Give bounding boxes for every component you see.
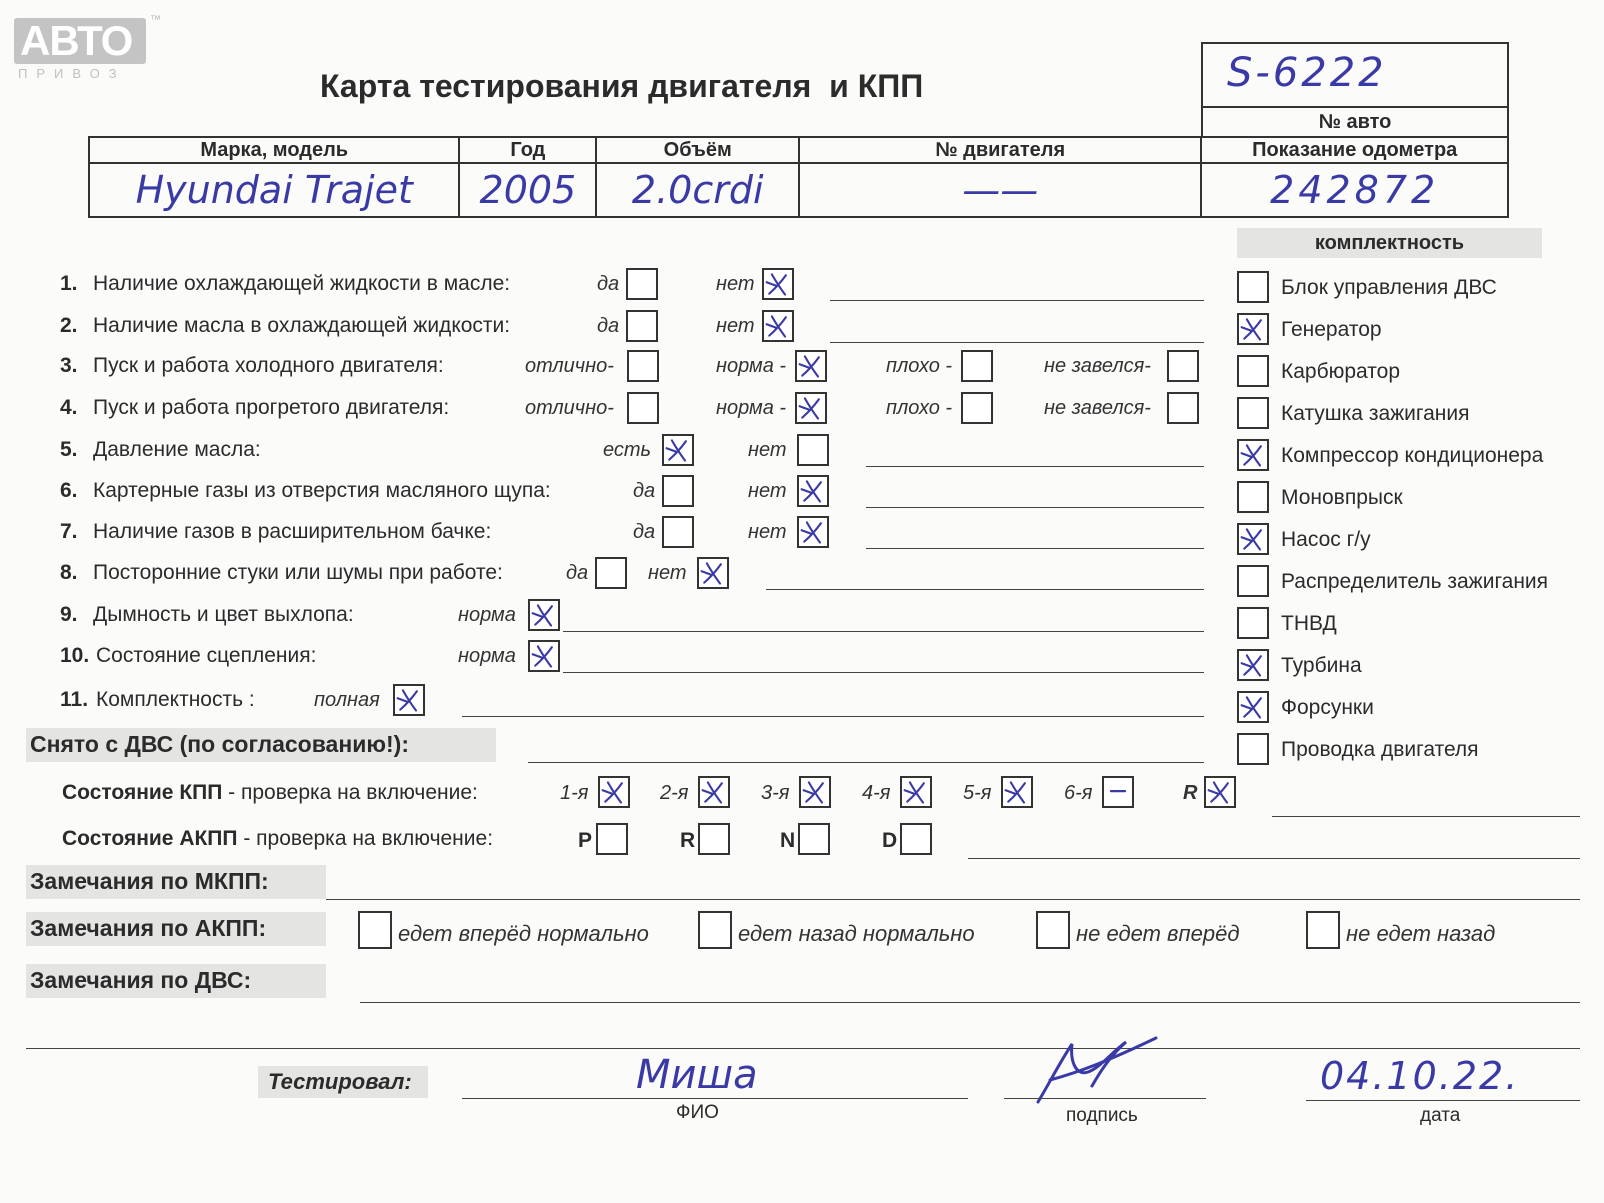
akpp-label-bold: Состояние АКПП [62, 827, 238, 850]
kit-checkbox[interactable] [1237, 649, 1269, 681]
kit-item-label: ТНВД [1281, 612, 1337, 635]
dash-mark-icon [1104, 778, 1132, 806]
akpp-remark-checkbox[interactable] [1036, 911, 1070, 949]
item-number: 8. [60, 561, 78, 584]
check-x-icon [799, 477, 827, 505]
date-label: дата [1420, 1105, 1461, 1126]
kit-item-label: Форсунки [1281, 696, 1374, 719]
akpp-remark-checkbox[interactable] [698, 911, 732, 949]
mkpp-gear-checkbox[interactable] [1102, 776, 1134, 808]
date-line [1306, 1100, 1580, 1101]
mkpp-label-bold: Состояние КПП [62, 781, 223, 804]
item-label: Давление масла: [93, 438, 261, 461]
mkpp-gear-label: 3-я [761, 782, 790, 804]
engine-no-header: № двигателя [799, 137, 1201, 163]
mkpp-gear-checkbox[interactable] [698, 776, 730, 808]
option-label: норма [458, 604, 516, 626]
remarks-mkpp-line [326, 899, 1580, 900]
option-checkbox[interactable] [762, 268, 794, 300]
check-x-icon [801, 778, 829, 806]
tested-label: Тестировал: [268, 1069, 412, 1094]
mkpp-gear-label: 5-я [963, 782, 992, 804]
fio-label: ФИО [676, 1102, 719, 1123]
kit-item-label: Блок управления ДВС [1281, 276, 1497, 299]
answer-line [866, 507, 1204, 508]
odometer-value: 242872 [1201, 163, 1508, 217]
check-x-icon [530, 601, 558, 629]
option-checkbox[interactable] [662, 516, 694, 548]
engine-no-value: —— [799, 163, 1201, 217]
kit-item-label: Катушка зажигания [1281, 402, 1470, 425]
vehicle-info-value-row [89, 163, 1508, 217]
option-label: плохо - [886, 397, 953, 419]
option-label: полная [314, 689, 380, 711]
item-label: Комплектность : [96, 688, 255, 711]
date-value: 04.10.22. [1320, 1054, 1520, 1098]
item-number: 7. [60, 520, 78, 543]
mkpp-gear-checkbox[interactable] [1001, 776, 1033, 808]
option-checkbox[interactable] [961, 392, 993, 424]
check-x-icon [664, 436, 692, 464]
car-number-label: № авто [1318, 111, 1392, 133]
check-x-icon [395, 686, 423, 714]
kit-checkbox[interactable] [1237, 691, 1269, 723]
option-label: отлично- [525, 355, 614, 377]
vehicle-info-header-row [89, 137, 1508, 163]
option-label: да [566, 562, 589, 584]
kit-item-label: Турбина [1281, 654, 1362, 677]
make-header: Марка, модель [89, 137, 459, 163]
remarks-mkpp-label: Замечания по МКПП: [30, 868, 269, 894]
item-label: Дымность и цвет выхлопа: [93, 603, 354, 626]
kit-checkbox[interactable] [1237, 271, 1269, 303]
mkpp-line [1272, 816, 1580, 817]
option-checkbox[interactable] [961, 350, 993, 382]
option-label: да [633, 480, 656, 502]
option-checkbox[interactable] [697, 557, 729, 589]
check-x-icon [1003, 778, 1031, 806]
volume-value: 2.0crdi [596, 163, 799, 217]
option-checkbox[interactable] [626, 268, 658, 300]
akpp-remark-label: не едет вперёд [1076, 921, 1240, 946]
mkpp-gear-label: 4-я [862, 782, 891, 804]
item-number: 1. [60, 272, 78, 295]
mkpp-gear-label: R [1183, 782, 1198, 804]
akpp-gear-checkbox[interactable] [698, 823, 730, 855]
option-checkbox[interactable] [797, 434, 829, 466]
logo [14, 14, 161, 86]
akpp-gear-checkbox[interactable] [798, 823, 830, 855]
check-x-icon [799, 518, 827, 546]
check-x-icon [600, 778, 628, 806]
akpp-label [62, 827, 493, 851]
option-checkbox[interactable] [627, 392, 659, 424]
option-checkbox[interactable] [662, 475, 694, 507]
item-label: Наличие масла в охлаждающей жидкости: [93, 314, 511, 337]
removed-line [528, 762, 1204, 763]
option-checkbox[interactable] [595, 557, 627, 589]
mkpp-label-rest: - проверка на включение: [222, 781, 478, 804]
signature-label: подпись [1066, 1105, 1138, 1126]
akpp-gear-label: D [882, 829, 898, 852]
item-number: 4. [60, 396, 78, 419]
option-label: плохо - [886, 355, 953, 377]
option-label: отлично- [525, 397, 614, 419]
option-checkbox[interactable] [797, 475, 829, 507]
check-x-icon [764, 270, 792, 298]
item-label: Наличие газов в расширительном бачке: [93, 520, 492, 543]
option-checkbox[interactable] [627, 350, 659, 382]
option-checkbox[interactable] [1167, 350, 1199, 382]
option-label: нет [716, 315, 755, 337]
fio-line [462, 1098, 968, 1099]
item-number: 11. [60, 688, 89, 711]
option-label: норма - [716, 397, 787, 419]
option-label: да [633, 521, 656, 543]
option-label: нет [748, 439, 787, 461]
car-number-value: S-6222 [1227, 50, 1387, 96]
logo-subtext: ПРИВОЗ [18, 66, 126, 81]
option-label: нет [748, 480, 787, 502]
mkpp-gear-checkbox[interactable] [799, 776, 831, 808]
check-x-icon [902, 778, 930, 806]
option-label: есть [603, 439, 652, 461]
kit-title: комплектность [1314, 232, 1465, 254]
kit-checkbox[interactable] [1237, 481, 1269, 513]
option-label: нет [716, 273, 755, 295]
kit-item-label: Насос г/у [1281, 528, 1371, 551]
akpp-gear-label: P [578, 829, 593, 852]
item-label: Наличие охлаждающей жидкости в масле: [93, 272, 511, 295]
mkpp-gear-label: 1-я [560, 782, 589, 804]
option-checkbox[interactable] [393, 684, 425, 716]
kit-item-label: Генератор [1281, 318, 1382, 341]
akpp-remark-checkbox[interactable] [1306, 911, 1340, 949]
answer-line [866, 548, 1204, 549]
option-checkbox[interactable] [797, 516, 829, 548]
item-label: Состояние сцепления: [96, 644, 317, 667]
akpp-line [968, 858, 1580, 859]
option-label: не завелся- [1044, 397, 1151, 419]
check-x-icon [1239, 693, 1267, 721]
option-checkbox[interactable] [1167, 392, 1199, 424]
option-checkbox[interactable] [795, 350, 827, 382]
item-label: Пуск и работа холодного двигателя: [93, 354, 444, 377]
option-checkbox[interactable] [528, 599, 560, 631]
check-x-icon [1239, 525, 1267, 553]
remarks-dvs-line-2 [26, 1048, 1580, 1049]
kit-item-label: Карбюратор [1281, 360, 1401, 383]
option-label: нет [648, 562, 687, 584]
answer-line [766, 589, 1204, 590]
kit-checkbox[interactable] [1237, 397, 1269, 429]
logo-text: АВТО [20, 17, 133, 64]
removed-label: Снято с ДВС (по согласованию!): [30, 731, 409, 757]
fio-value: Миша [636, 1052, 758, 1098]
akpp-remark-label: не едет назад [1346, 921, 1496, 946]
signature-line [1004, 1098, 1206, 1099]
akpp-gear-checkbox[interactable] [900, 823, 932, 855]
item-label: Картерные газы из отверстия масляного щупа: [93, 479, 551, 502]
answer-line [830, 342, 1204, 343]
check-x-icon [530, 642, 558, 670]
option-checkbox[interactable] [662, 434, 694, 466]
remarks-akpp-label: Замечания по АКПП: [30, 915, 267, 941]
akpp-label-rest: - проверка на включение: [237, 827, 494, 850]
akpp-gear-checkbox[interactable] [596, 823, 628, 855]
check-x-icon [797, 352, 825, 380]
check-x-icon [700, 778, 728, 806]
option-checkbox[interactable] [626, 310, 658, 342]
item-number: 2. [60, 314, 78, 337]
kit-checkbox[interactable] [1237, 607, 1269, 639]
kit-checkbox[interactable] [1237, 733, 1269, 765]
mkpp-gear-checkbox[interactable] [1204, 776, 1236, 808]
make-value: Hyundai Trajet [89, 163, 459, 217]
volume-header: Объём [596, 137, 799, 163]
item-label: Пуск и работа прогретого двигателя: [93, 396, 450, 419]
vehicle-info-table [88, 136, 1509, 218]
mkpp-gear-label: 6-я [1064, 782, 1093, 804]
option-label: норма [458, 645, 516, 667]
answer-line [866, 466, 1204, 467]
kit-checkbox[interactable] [1237, 565, 1269, 597]
item-number: 3. [60, 354, 78, 377]
check-x-icon [1239, 651, 1267, 679]
signature [1030, 1032, 1160, 1112]
akpp-gear-label: N [780, 829, 796, 852]
remarks-dvs-line [360, 1002, 1580, 1003]
kit-checkbox[interactable] [1237, 523, 1269, 555]
remarks-dvs-label: Замечания по ДВС: [30, 967, 252, 993]
check-x-icon [1239, 441, 1267, 469]
kit-item-label: Моновпрыск [1281, 486, 1403, 509]
page-title: Карта тестирования двигателя и КПП [320, 68, 924, 104]
akpp-remark-label: едет вперёд нормально [398, 921, 649, 946]
akpp-gear-label: R [680, 829, 696, 852]
car-number-divider [1203, 106, 1507, 108]
answer-line [462, 716, 1204, 717]
mkpp-gear-checkbox[interactable] [598, 776, 630, 808]
akpp-remark-label: едет назад нормально [738, 921, 975, 946]
kit-item-label: Компрессор кондиционера [1281, 444, 1544, 467]
item-number: 5. [60, 438, 78, 461]
mkpp-label [62, 781, 478, 805]
check-x-icon [797, 394, 825, 422]
check-x-icon [699, 559, 727, 587]
check-x-icon [764, 312, 792, 340]
option-label: да [597, 273, 620, 295]
kit-checkbox[interactable] [1237, 313, 1269, 345]
item-number: 10. [60, 644, 90, 667]
option-label: нет [748, 521, 787, 543]
option-label: норма - [716, 355, 787, 377]
option-label: да [597, 315, 620, 337]
option-label: не завелся- [1044, 355, 1151, 377]
check-x-icon [1239, 315, 1267, 343]
year-value: 2005 [459, 163, 596, 217]
akpp-remark-checkbox[interactable] [358, 911, 392, 949]
answer-line [563, 631, 1204, 632]
item-number: 6. [60, 479, 78, 502]
option-checkbox[interactable] [528, 640, 560, 672]
answer-line [563, 672, 1204, 673]
kit-checkbox[interactable] [1237, 355, 1269, 387]
option-checkbox[interactable] [795, 392, 827, 424]
option-checkbox[interactable] [762, 310, 794, 342]
mkpp-gear-label: 2-я [660, 782, 689, 804]
item-label: Посторонние стуки или шумы при работе: [93, 561, 503, 584]
odometer-header: Показание одометра [1201, 137, 1508, 163]
kit-item-label: Проводка двигателя [1281, 738, 1479, 761]
kit-item-label: Распределитель зажигания [1281, 570, 1549, 593]
kit-checkbox[interactable] [1237, 439, 1269, 471]
item-number: 9. [60, 603, 78, 626]
logo-tm: ™ [150, 14, 161, 26]
check-x-icon [1206, 778, 1234, 806]
mkpp-gear-checkbox[interactable] [900, 776, 932, 808]
year-header: Год [459, 137, 596, 163]
car-number-box [1201, 42, 1509, 138]
answer-line [830, 300, 1204, 301]
